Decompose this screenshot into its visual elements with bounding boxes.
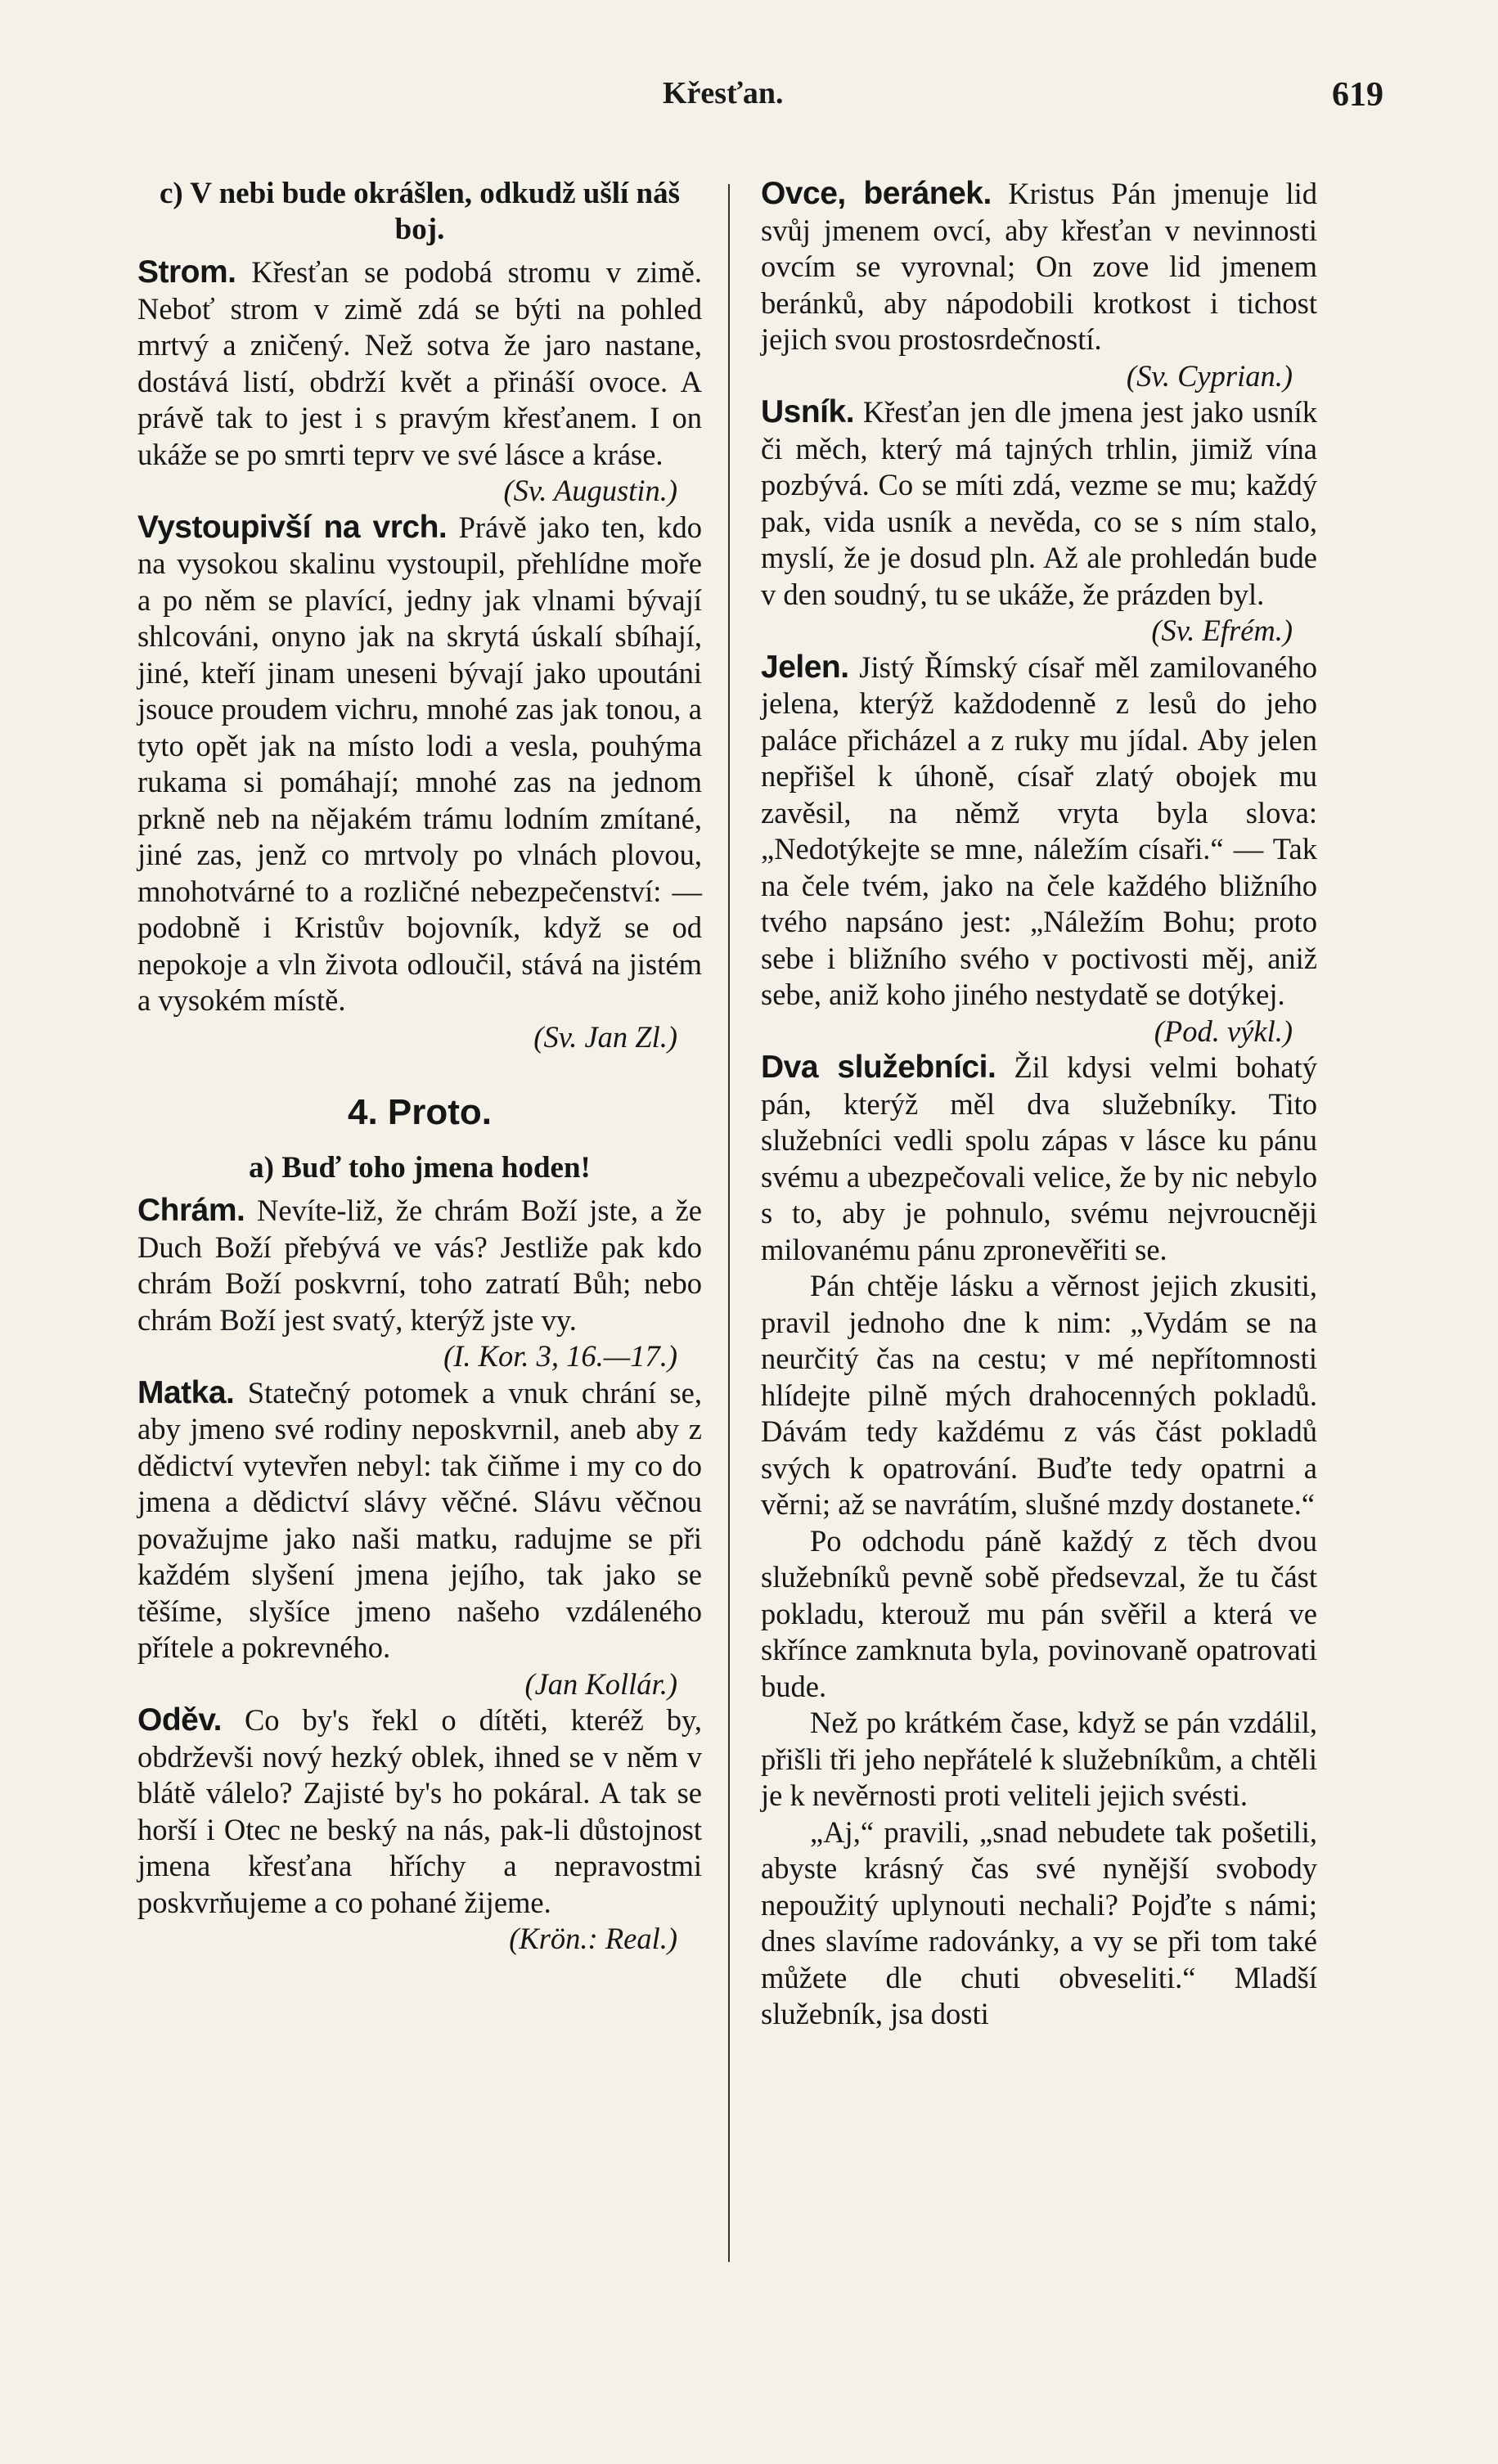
citation-strom: (Sv. Augustin.)	[503, 474, 677, 507]
page-number: 619	[1332, 76, 1383, 114]
citation-ovce: (Sv. Cyprian.)	[1126, 358, 1293, 393]
keyword-strom: Strom.	[137, 254, 236, 290]
citation-vystoupivsi: (Sv. Jan Zl.)	[533, 1019, 677, 1054]
subheading-c: c) V nebi bude okrášlen, odkudž ušlí náš boj.	[159, 177, 681, 246]
citation-chram: (I. Kor. 3, 16.—17.)	[443, 1339, 677, 1373]
right-column	[761, 176, 1317, 2033]
paragraph-dva-2: Pán chtěje lásku a věrnost jejich zkusiti, pravil jednoho dne k nim: „Vydám se na neurčitý čas na cestu; v mé nepřítomnosti hlídejte pilně mých drahocenných pokladů. Dávám tedy každému z vás část pokladů svých k opatrování. Buďte tedy opatrni a věrni; až se navrátím, slušné mzdy dostanete.“	[761, 1269, 1317, 1521]
entry-matka-text: Statečný potomek a vnuk chrání se, aby jmeno své rodiny neposkvrnil, aneb aby z dědictví vytevřen nebyl: tak čiňme i my co do jmena a dědictví slávy věčné. Slávu věčnou považujme jako naši matku, radujme se při každém slyšení jmena jejího, tak jako se těšíme, slyšíce jmeno našeho vzdáleného přítele a pokrevného.	[137, 1375, 703, 1664]
entry-ovce	[761, 176, 1317, 358]
paragraph-dva-5: „Aj,“ pravili, „snad nebudete tak pošetili, abyste krásný čas své nynější svobody nepoužitý uplynouti nechali? Pojďte s námi; dnes slavíme radovánky, a vy se při tom také můžete dle chuti obveseliti.“ Mladší služebník, jsa dosti	[761, 1814, 1317, 2030]
page-header	[139, 75, 1383, 124]
entry-strom	[137, 254, 702, 473]
citation-usnik: (Sv. Efrém.)	[1151, 614, 1293, 647]
keyword-jelen: Jelen.	[761, 649, 849, 685]
paragraph-dva-4: Než po krátkém čase, když se pán vzdálil, přišli tři jeho nepřátelé k služebníkům, a chtěli je k nevěrnosti proti veliteli jejich svésti.	[761, 1706, 1317, 1812]
entry-jelen	[761, 650, 1317, 1014]
entry-chram-text: Nevíte-liž, že chrám Boží jste, a že Duch Boží přebývá ve vás? Jestliže pak kdo chrám Boží poskvrní, toho zatratí Bůh; nebo chrám Boží jest svatý, kterýž jste vy.	[137, 1194, 702, 1337]
entry-usnik	[761, 394, 1317, 613]
paragraph-dva-3: Po odchodu páně každý z těch dvou služebníků pevně sobě předsevzal, že tu část pokladu, kterouž mu pán svěřil a která ve skřínce zamknuta byla, povinovaně opatrovati bude.	[761, 1523, 1317, 1703]
entry-ovce-text: Kristus Pán jmenuje lid svůj jmenem ovcí, aby křesťan v nevinnosti ovcím se vyrovnal; On zove lid jmenem beránků, aby nápodobili krotkost i tichost jejich svou prostosrdečností.	[761, 177, 1318, 356]
citation-jelen: (Pod. výkl.)	[1154, 1014, 1293, 1048]
keyword-vystoupivsi: Vystoupivší na vrch.	[137, 509, 448, 545]
citation-matka: (Jan Kollár.)	[524, 1666, 677, 1701]
entry-usnik-text: Křesťan jen dle jmena jest jako usník či měch, který má tajných trhlin, jimiž vína pozbývá. Co se míti zdá, vezme se mu; každý pak, vida usník a nevěda, co se s ním stalo, myslí, že je dosud pln. Až ale prohledán bude v den soudný, tu se ukáže, že prázden byl.	[761, 395, 1318, 611]
left-column	[137, 176, 702, 1958]
entry-dva-sluzebnici	[761, 1050, 1317, 1268]
keyword-odev: Oděv.	[137, 1702, 222, 1738]
keyword-chram: Chrám.	[137, 1193, 245, 1228]
entry-dva-text: Žil kdysi velmi bohatý pán, kterýž měl dva služebníky. Tito služebníci vedli spolu zápas v lásce ku pánu svému a ubezpečovali velice, že by nic nebylo s to, aby je pohnulo, svému nejvroucněji milovanému pánu zpronevěřiti se.	[761, 1050, 1318, 1266]
entry-strom-text: Křesťan se podobá stromu v zimě. Neboť strom v zimě zdá se býti na pohled mrtvý a zničený. Než sotva že jaro nastane, dostává listí, obdrží květ a přináší ovoce. A právě tak to jest i s pravým křesťanem. I on ukáže se po smrti teprv ve své lásce a kráse.	[137, 255, 702, 471]
keyword-ovce: Ovce, beránek.	[761, 176, 992, 211]
entry-chram	[137, 1193, 702, 1338]
entry-vystoupivsi-text: Právě jako ten, kdo na vysokou skalinu vystoupil, přehlídne moře a po něm se plavící, jedny jak vlnami bývají shlcováni, onyno jak na skrytá úskalí sbíhají, jiné, kteří jinam uneseni bývají jako upoutáni jsouce proudem vichru, mnohé zas jak tonou, a tyto opět jak na místo lodi a vesla, pouhýma rukama si pomáhají; mnohé zas na jednom prkně neb na nějakém trámu lodním zmítané, jiné zas, jenž co mrtvoly po vlnách plovou, mnohotvárné to a rozličné nebezpečenství: — podobně i Kristův bojovník, když se od nepokoje a vln života odloučil, stává na jistém a vysokém místě.	[137, 510, 702, 1017]
entry-odev-text: Co by's řekl o dítěti, kteréž by, obdrževši nový hezký oblek, ihned se v něm v blátě válelo? Zajisté by's ho pokáral. A tak se horší i Otec ne beský na nás, pak-li důstojnost jmena křesťana hříchy a nepravostmi poskvrňujeme a co pohané žijeme.	[137, 1703, 703, 1919]
subheading-a: a) Buď toho jmena hoden!	[249, 1151, 591, 1185]
entry-odev	[137, 1702, 702, 1921]
citation-odev: (Krön.: Real.)	[509, 1922, 677, 1955]
section-heading-4: 4. Proto.	[347, 1092, 493, 1132]
entry-vystoupivsi	[137, 510, 702, 1019]
keyword-matka: Matka.	[137, 1374, 235, 1410]
column-divider	[728, 184, 730, 2262]
entry-matka	[137, 1375, 702, 1666]
keyword-usnik: Usník.	[761, 394, 855, 429]
entry-jelen-text: Jistý Římský císař měl zamilovaného jelena, kterýž každodenně z lesů do jeho paláce přicházel a z ruky mu jídal. Aby jelen nepřišel k úhoně, císař zlatý obojek mu zavěsil, na němž vryta byla slova: „Nedotýkejte se mne, náležím císaři.“ — Tak na čele tvém, jako na čele každého bližního tvého napsáno jest: „Náležím Bohu; proto sebe i bližního svého v poctivosti měj, aniž sebe, aniž koho jiného nestydatě se dotýkej.	[761, 650, 1318, 1011]
keyword-dva-sluzebnici: Dva služebníci.	[761, 1050, 996, 1085]
running-head: Křesťan.	[663, 76, 784, 110]
